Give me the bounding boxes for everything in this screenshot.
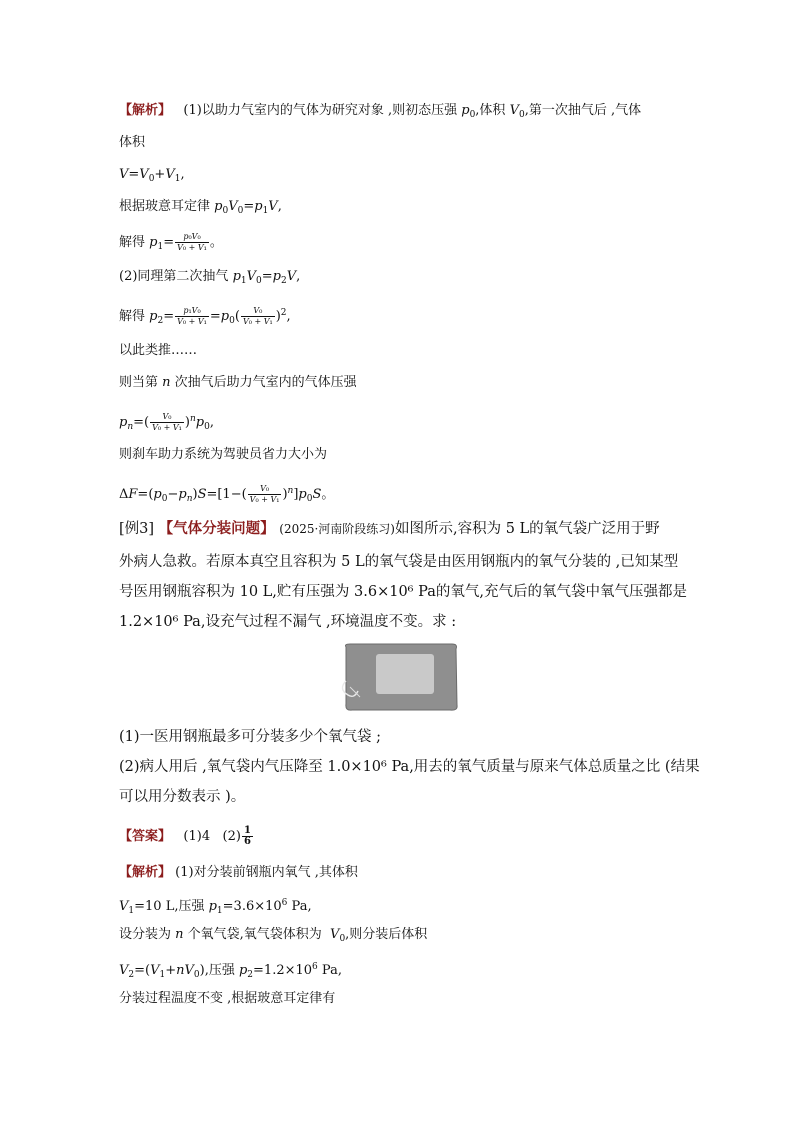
example-text-1: 如图所示,容积为 5 L的氧气袋广泛用于野 xyxy=(394,521,660,537)
question-1: (1)一医用钢瓶最多可分装多少个氧气袋 ; xyxy=(119,729,382,745)
answer-2-numerator: 1 xyxy=(243,825,251,836)
oxygen-bag-image xyxy=(340,641,462,713)
analysis2-line-2: $V_1=10$ L,压强 $p_1=3.6\times 10^6$ Pa, xyxy=(119,898,312,916)
analysis-text: (1)以助力气室内的气体为研究对象 ,则初态压强 $p_0$,体积 $V_0$,第一次抽气后 ,气体 xyxy=(175,103,642,120)
question-2-line-1: (2)病人用后 ,氧气袋内气压降至 1.0×10⁶ Pa,用去的氧气质量与原来气体总质量之比 (结果 xyxy=(119,759,700,775)
analysis-line-2: 体积 xyxy=(119,135,146,150)
solve-p2: 解得 $p_2=$ $\frac{\text{p₁V₀}}{\text{V₀ + V₁}}$ $=p_0$( $\frac{\text{V₀}}{\text{V₀ + V₁}}$ )$^2$, xyxy=(119,306,291,326)
question-2-line-2: 可以用分数表示 )。 xyxy=(119,789,246,805)
answer-tag: 【答案】 xyxy=(119,829,172,844)
analysis2-text: (1)对分装前钢瓶内氧气 ,其体积 xyxy=(175,865,358,880)
pn-formula: $p_n=$( $\frac{\text{V₀}}{\text{V₀ + V₁}}$ )$^np_0$, xyxy=(119,412,214,432)
answer-2-denominator: 6 xyxy=(243,836,251,847)
boyle-law-line: 根据玻意耳定律 $p_0V_0=p_1V$, xyxy=(119,199,282,216)
answer-1: (1)4 xyxy=(183,829,211,844)
analysis-line-1 xyxy=(119,102,641,124)
solve-p1: 解得 $p_1=$ $\frac{\text{p₀V₀}}{\text{V₀ + V₁}}$ 。 xyxy=(119,232,223,252)
delta-f-formula: $\Delta F=(p_0-p_n)S=[1-$( $\frac{\text{V₀}}{\text{V₀ + V₁}}$ )$^n]p_0S$。 xyxy=(119,484,335,504)
example-text-4: 1.2×10⁶ Pa,设充气过程不漏气 ,环境温度不变。求 : xyxy=(119,614,457,630)
analysis2-line-3: 设分装为 n 个氧气袋,氧气袋体积为 $V_0$,则分装后体积 xyxy=(119,927,428,944)
analysis-tag: 【解析】 xyxy=(119,103,172,118)
analysis2-tag: 【解析】 xyxy=(119,865,172,880)
example-heading xyxy=(119,520,660,538)
answer-line xyxy=(119,826,254,847)
equation-v: $V=V_0+V_1$, xyxy=(119,167,185,184)
nth-extraction-line: 则当第 n 次抽气后助力气室内的气体压强 xyxy=(119,375,357,390)
answer-2-prefix: (2) xyxy=(222,829,241,844)
example-source: (2025·河南阶段练习) xyxy=(279,522,395,536)
example-text-2: 外病人急救。若原本真空且容积为 5 L的氧气袋是由医用钢瓶内的氧气分装的 ,已知某型 xyxy=(119,554,679,570)
analysis2-line-4: $V_2=(V_1+nV_0)$,压强 $p_2=1.2\times 10^6$ Pa, xyxy=(119,962,342,980)
second-extraction: (2)同理第二次抽气 $p_1V_0=p_2V$, xyxy=(119,269,301,286)
analysis2-line-5: 分装过程温度不变 ,根据玻意耳定律有 xyxy=(119,991,336,1006)
analysis2-line-1 xyxy=(119,864,358,882)
answer-2-fraction xyxy=(242,826,253,847)
example-label: [例3] xyxy=(119,521,155,537)
force-saving-line: 则刹车助力系统为驾驶员省力大小为 xyxy=(119,447,328,462)
analogy-line: 以此类推…… xyxy=(119,343,198,358)
example-tag: 【气体分装问题】 xyxy=(158,521,275,537)
example-text-3: 号医用钢瓶容积为 10 L,贮有压强为 3.6×10⁶ Pa的氧气,充气后的氧气袋中氧气压强都是 xyxy=(119,584,687,600)
